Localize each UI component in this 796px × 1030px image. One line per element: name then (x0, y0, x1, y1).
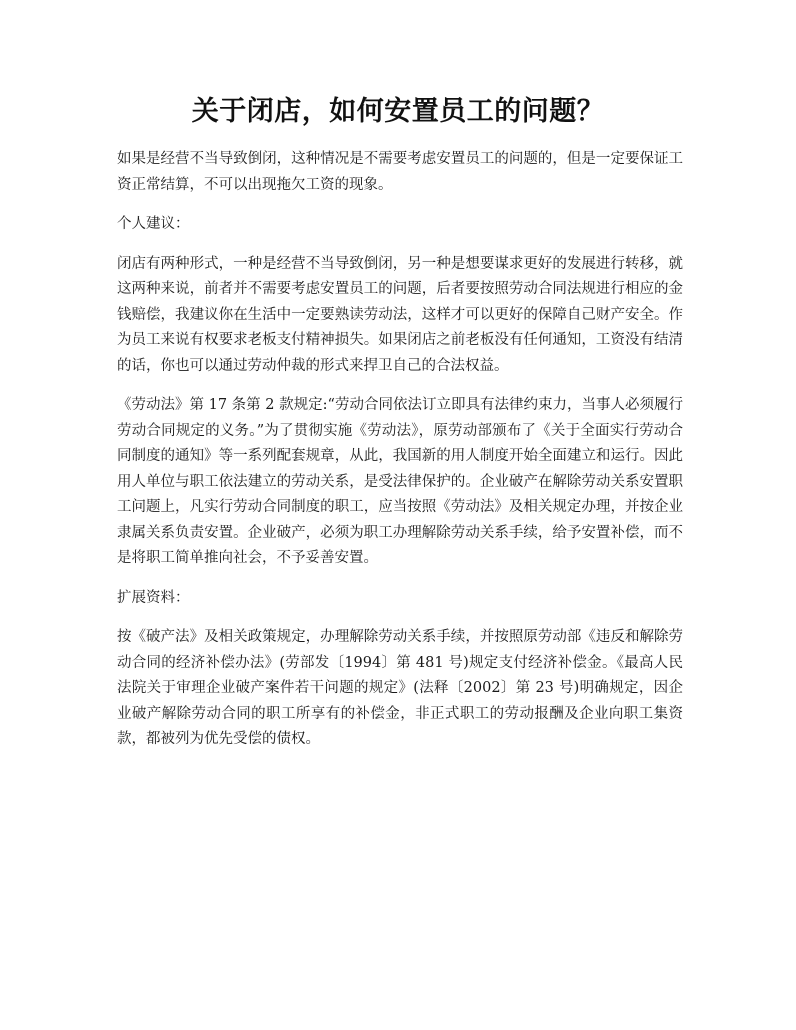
paragraph-extended: 按《破产法》及相关政策规定，办理解除劳动关系手续，并按照原劳动部《违反和解除劳动合同的经济补偿办法》(劳部发〔1994〕第 481 号)规定支付经济补偿金。《最高人民法院关于审理企业破产案件若干问题的规定》(法释〔2002〕第 23 号)明确规定，因企业破产解除劳动合同的职工所享有的补偿金，非正式职工的劳动报酬及企业向职工集资款，都被列为优先受偿的债权。 (117, 629, 683, 747)
paragraph-labor-law: 《劳动法》第 17 条第 2 款规定:“劳动合同依法订立即具有法律约束力，当事人必须履行劳动合同规定的义务。”为了贯彻实施《劳动法》，原劳动部颁布了《关于全面实行劳动合同制度的通知》等一系列配套规章，从此，我国新的用人制度开始全面建立和运行。因此用人单位与职工依法建立的劳动关系，是受法律保护的。企业破产在解除劳动关系安置职工问题上，凡实行劳动合同制度的职工，应当按照《劳动法》及相关规定办理，并按企业隶属关系负责安置。企业破产，必须为职工办理解除劳动关系手续，给予安置补偿，而不是将职工简单推向社会，不予妥善安置。 (117, 397, 683, 566)
paragraph-intro: 如果是经营不当导致倒闭，这种情况是不需要考虑安置员工的问题的，但是一定要保证工资正常结算，不可以出现拖欠工资的现象。 (117, 151, 683, 193)
heading-personal-advice: 个人建议： (117, 216, 190, 232)
document-body (117, 147, 683, 767)
paragraph-advice: 闭店有两种形式，一种是经营不当导致倒闭，另一种是想要谋求更好的发展进行转移，就这两种来说，前者并不需要考虑安置员工的问题，后者要按照劳动合同法规进行相应的金钱赔偿，我建议你在生活中一定要熟读劳动法，这样才可以更好的保障自己财产安全。作为员工来说有权要求老板支付精神损失。如果闭店之前老板没有任何通知，工资没有结清的话，你也可以通过劳动仲裁的形式来捍卫自己的合法权益。 (117, 255, 683, 374)
heading-extended-info: 扩展资料： (117, 589, 190, 606)
document-title: 关于闭店，如何安置员工的问题？ (191, 96, 605, 127)
